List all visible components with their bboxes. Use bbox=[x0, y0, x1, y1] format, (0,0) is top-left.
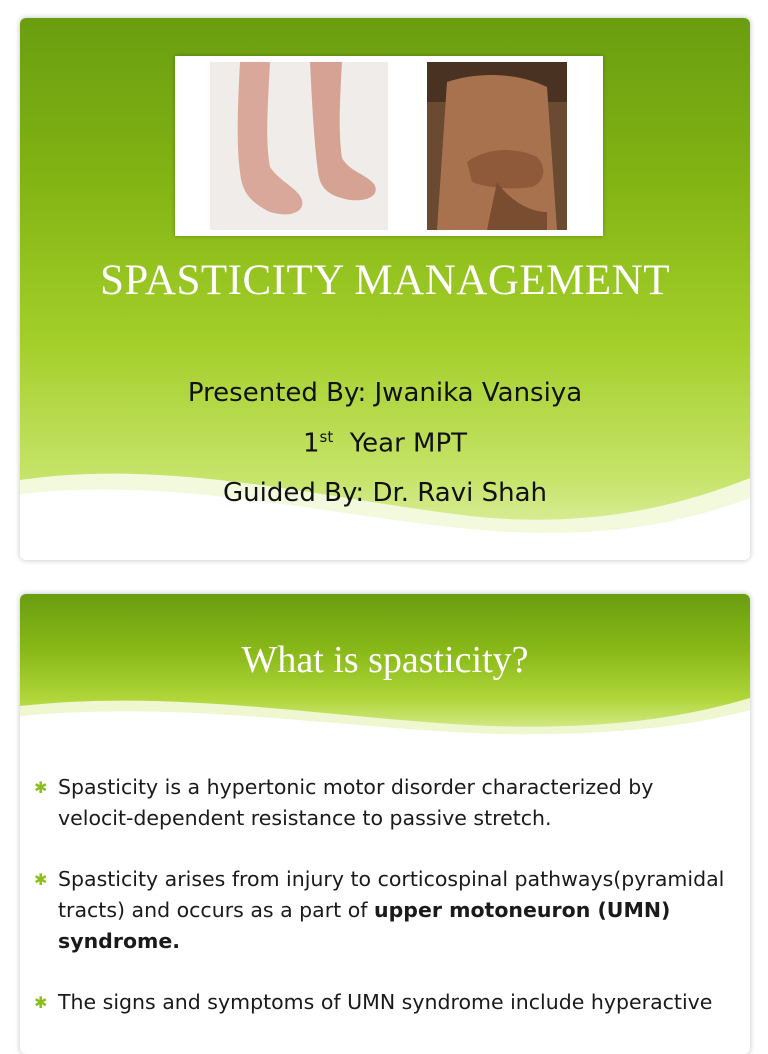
bullet-item bbox=[34, 864, 734, 957]
feet-photo bbox=[210, 62, 388, 230]
bullet-bold-text: upper motoneuron (UMN) syndrome. bbox=[58, 898, 671, 953]
bullet-star-icon: ✱ bbox=[34, 778, 48, 797]
photo-frame bbox=[175, 56, 603, 236]
bullet-text: Spasticity is a hypertonic motor disorder characterized by velocit-dependent resistance to passive stretch. bbox=[58, 775, 654, 830]
arm-photo bbox=[427, 62, 567, 230]
content-slide bbox=[20, 594, 750, 1054]
bullet-item bbox=[34, 772, 734, 834]
year-line bbox=[20, 428, 750, 459]
year-text: Year MPT bbox=[333, 428, 468, 459]
bullet-text: Spasticity arises from injury to corticospinal pathways(pyramidal tracts) and occurs as a part of bbox=[58, 867, 725, 922]
bullet-star-icon: ✱ bbox=[34, 993, 48, 1012]
slide2-wave-decoration bbox=[20, 680, 750, 740]
title-slide bbox=[20, 18, 750, 560]
slide-title: SPASTICITY MANAGEMENT bbox=[100, 257, 670, 304]
slide-title: What is spasticity? bbox=[241, 639, 529, 681]
bullet-star-icon: ✱ bbox=[34, 870, 48, 889]
year-superscript: st bbox=[319, 428, 334, 446]
guided-by: Guided By: Dr. Ravi Shah bbox=[222, 478, 548, 508]
bullet-text: The signs and symptoms of UMN syndrome include hyperactive bbox=[58, 990, 713, 1014]
bullet-item bbox=[34, 987, 734, 1018]
presented-by: Presented By: Jwanika Vansiya bbox=[187, 378, 583, 408]
year-number: 1 bbox=[302, 428, 320, 459]
bullet-list bbox=[34, 772, 734, 1048]
